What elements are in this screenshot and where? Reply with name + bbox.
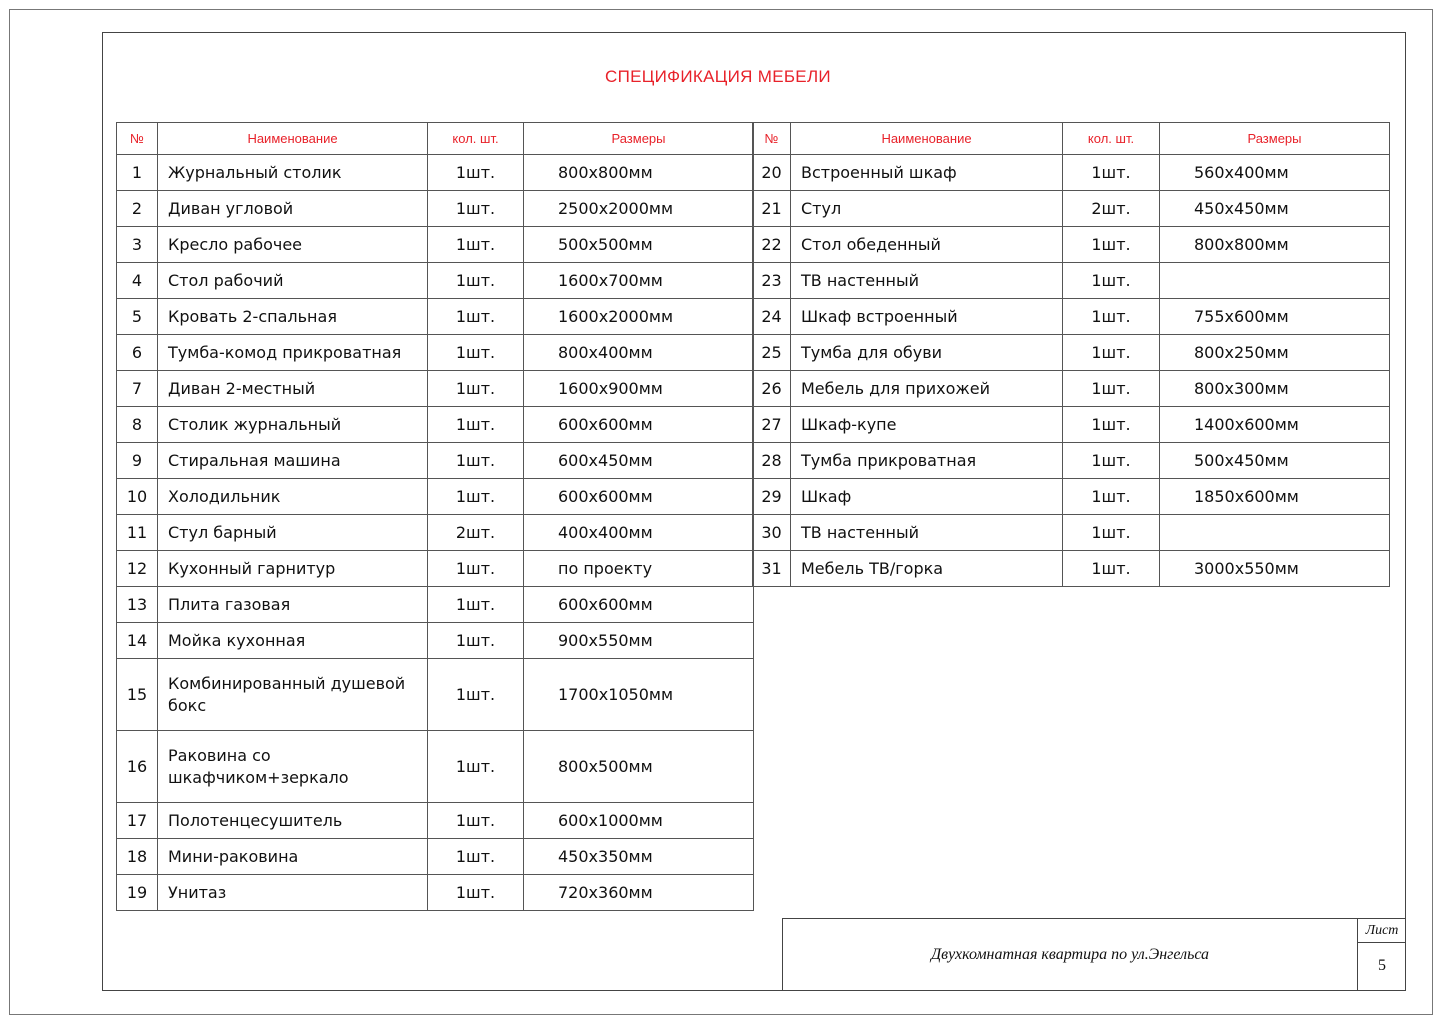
item-size: 400х400мм — [524, 515, 754, 551]
row-number: 29 — [753, 479, 791, 515]
table-row — [753, 155, 1390, 191]
page-title: СПЕЦИФИКАЦИЯ МЕБЕЛИ — [605, 67, 831, 86]
item-size: 2500х2000мм — [524, 191, 754, 227]
item-name: Встроенный шкаф — [791, 155, 1063, 191]
item-quantity: 1шт. — [428, 551, 524, 587]
header-size: Размеры — [524, 123, 754, 155]
table-row — [117, 479, 754, 515]
table-row — [117, 623, 754, 659]
item-size: 1600х700мм — [524, 263, 754, 299]
item-name: Мебель для прихожей — [791, 371, 1063, 407]
header-qty: кол. шт. — [428, 123, 524, 155]
item-name: Стиральная машина — [158, 443, 428, 479]
sheet-label: Лист — [1358, 919, 1406, 943]
item-quantity: 2шт. — [1063, 191, 1160, 227]
item-name: Мини-раковина — [158, 839, 428, 875]
item-quantity: 1шт. — [428, 623, 524, 659]
table-row — [753, 191, 1390, 227]
item-size: 1850х600мм — [1160, 479, 1390, 515]
item-name: Плита газовая — [158, 587, 428, 623]
item-quantity: 1шт. — [1063, 299, 1160, 335]
table-header-row — [117, 123, 754, 155]
header-name: Наименование — [158, 123, 428, 155]
item-quantity: 1шт. — [428, 407, 524, 443]
header-name: Наименование — [791, 123, 1063, 155]
item-name: Полотенцесушитель — [158, 803, 428, 839]
row-number: 20 — [753, 155, 791, 191]
row-number: 7 — [117, 371, 158, 407]
item-quantity: 1шт. — [428, 875, 524, 911]
item-name: Стол обеденный — [791, 227, 1063, 263]
item-size: 1700х1050мм — [524, 659, 754, 731]
item-name: Диван угловой — [158, 191, 428, 227]
item-quantity: 1шт. — [428, 587, 524, 623]
item-quantity: 1шт. — [1063, 227, 1160, 263]
row-number: 16 — [117, 731, 158, 803]
row-number: 8 — [117, 407, 158, 443]
table-row — [753, 299, 1390, 335]
table-row — [753, 551, 1390, 587]
item-size: 755х600мм — [1160, 299, 1390, 335]
row-number: 10 — [117, 479, 158, 515]
row-number: 13 — [117, 587, 158, 623]
sheet-number: 5 — [1378, 957, 1386, 974]
row-number: 25 — [753, 335, 791, 371]
item-name: Стул барный — [158, 515, 428, 551]
item-size: 800х800мм — [1160, 227, 1390, 263]
table-header-row — [753, 123, 1390, 155]
table-row — [117, 551, 754, 587]
item-quantity: 1шт. — [428, 371, 524, 407]
item-quantity: 1шт. — [1063, 479, 1160, 515]
item-size: 600х600мм — [524, 587, 754, 623]
header-num: № — [117, 123, 158, 155]
table-row — [753, 407, 1390, 443]
item-name: Кровать 2-спальная — [158, 299, 428, 335]
table-row — [117, 335, 754, 371]
item-quantity: 1шт. — [1063, 443, 1160, 479]
row-number: 26 — [753, 371, 791, 407]
item-quantity: 1шт. — [428, 659, 524, 731]
furniture-table-right — [752, 122, 1390, 587]
sheet-box — [1357, 919, 1406, 990]
table-row — [117, 191, 754, 227]
item-size: 450х350мм — [524, 839, 754, 875]
row-number: 30 — [753, 515, 791, 551]
item-quantity: 1шт. — [428, 227, 524, 263]
item-name: Стол рабочий — [158, 263, 428, 299]
table-row — [753, 227, 1390, 263]
row-number: 27 — [753, 407, 791, 443]
item-name: Кухонный гарнитур — [158, 551, 428, 587]
item-quantity: 1шт. — [1063, 515, 1160, 551]
table-row — [753, 335, 1390, 371]
item-quantity: 1шт. — [1063, 263, 1160, 299]
item-size: 600х1000мм — [524, 803, 754, 839]
row-number: 9 — [117, 443, 158, 479]
item-name: Тумба для обуви — [791, 335, 1063, 371]
item-quantity: 1шт. — [428, 443, 524, 479]
table-row — [117, 299, 754, 335]
row-number: 3 — [117, 227, 158, 263]
item-size: 800х400мм — [524, 335, 754, 371]
table-row — [753, 371, 1390, 407]
table-row — [117, 407, 754, 443]
item-name: ТВ настенный — [791, 263, 1063, 299]
item-name: Столик журнальный — [158, 407, 428, 443]
item-size: 500х500мм — [524, 227, 754, 263]
item-size: 720х360мм — [524, 875, 754, 911]
row-number: 14 — [117, 623, 158, 659]
row-number: 17 — [117, 803, 158, 839]
row-number: 15 — [117, 659, 158, 731]
header-size: Размеры — [1160, 123, 1390, 155]
item-size: 600х600мм — [524, 479, 754, 515]
item-size: 800х500мм — [524, 731, 754, 803]
furniture-table-left — [116, 122, 754, 911]
table-row — [753, 443, 1390, 479]
item-quantity: 1шт. — [428, 155, 524, 191]
item-name: Раковина со шкафчиком+зеркало — [158, 731, 428, 803]
item-size: 800х300мм — [1160, 371, 1390, 407]
table-row — [753, 263, 1390, 299]
item-name: Мойка кухонная — [158, 623, 428, 659]
item-size: 500х450мм — [1160, 443, 1390, 479]
item-size: 800х800мм — [524, 155, 754, 191]
row-number: 4 — [117, 263, 158, 299]
item-quantity: 1шт. — [428, 731, 524, 803]
row-number: 24 — [753, 299, 791, 335]
table-row — [117, 227, 754, 263]
row-number: 6 — [117, 335, 158, 371]
item-name: Холодильник — [158, 479, 428, 515]
row-number: 1 — [117, 155, 158, 191]
item-quantity: 1шт. — [1063, 407, 1160, 443]
row-number: 12 — [117, 551, 158, 587]
item-quantity: 1шт. — [428, 479, 524, 515]
table-row — [117, 731, 754, 803]
table-row — [117, 587, 754, 623]
item-quantity: 1шт. — [1063, 155, 1160, 191]
row-number: 11 — [117, 515, 158, 551]
item-quantity: 1шт. — [1063, 371, 1160, 407]
item-size: по проекту — [524, 551, 754, 587]
item-size: 1400х600мм — [1160, 407, 1390, 443]
item-size: 3000х550мм — [1160, 551, 1390, 587]
item-name: Стул — [791, 191, 1063, 227]
table-row — [117, 443, 754, 479]
header-num: № — [753, 123, 791, 155]
item-size — [1160, 515, 1390, 551]
item-name: Кресло рабочее — [158, 227, 428, 263]
row-number: 18 — [117, 839, 158, 875]
row-number: 23 — [753, 263, 791, 299]
item-name: Комбинированный душевой бокс — [158, 659, 428, 731]
project-caption: Двухкомнатная квартира по ул.Энгельса — [930, 945, 1210, 963]
title-block — [782, 918, 1406, 991]
table-row — [753, 515, 1390, 551]
table-row — [117, 155, 754, 191]
item-size: 600х450мм — [524, 443, 754, 479]
item-quantity: 1шт. — [428, 335, 524, 371]
item-size: 560х400мм — [1160, 155, 1390, 191]
item-name: Мебель ТВ/горка — [791, 551, 1063, 587]
table-row — [117, 515, 754, 551]
row-number: 5 — [117, 299, 158, 335]
item-size: 450х450мм — [1160, 191, 1390, 227]
table-row — [117, 875, 754, 911]
row-number: 31 — [753, 551, 791, 587]
item-quantity: 1шт. — [1063, 335, 1160, 371]
item-name: ТВ настенный — [791, 515, 1063, 551]
item-size: 900х550мм — [524, 623, 754, 659]
table-row — [117, 371, 754, 407]
item-quantity: 1шт. — [428, 191, 524, 227]
table-row — [117, 263, 754, 299]
item-size: 800х250мм — [1160, 335, 1390, 371]
item-name: Тумба-комод прикроватная — [158, 335, 428, 371]
table-row — [117, 839, 754, 875]
table-row — [753, 479, 1390, 515]
item-size: 1600х2000мм — [524, 299, 754, 335]
row-number: 21 — [753, 191, 791, 227]
item-quantity: 1шт. — [1063, 551, 1160, 587]
item-name: Шкаф — [791, 479, 1063, 515]
item-quantity: 2шт. — [428, 515, 524, 551]
item-name: Журнальный столик — [158, 155, 428, 191]
item-name: Шкаф-купе — [791, 407, 1063, 443]
row-number: 28 — [753, 443, 791, 479]
item-quantity: 1шт. — [428, 263, 524, 299]
row-number: 22 — [753, 227, 791, 263]
table-row — [117, 659, 754, 731]
row-number: 19 — [117, 875, 158, 911]
item-quantity: 1шт. — [428, 299, 524, 335]
item-quantity: 1шт. — [428, 839, 524, 875]
header-qty: кол. шт. — [1063, 123, 1160, 155]
item-size: 1600х900мм — [524, 371, 754, 407]
item-quantity: 1шт. — [428, 803, 524, 839]
item-name: Диван 2-местный — [158, 371, 428, 407]
row-number: 2 — [117, 191, 158, 227]
item-size — [1160, 263, 1390, 299]
item-name: Шкаф встроенный — [791, 299, 1063, 335]
item-size: 600х600мм — [524, 407, 754, 443]
item-name: Унитаз — [158, 875, 428, 911]
table-row — [117, 803, 754, 839]
item-name: Тумба прикроватная — [791, 443, 1063, 479]
